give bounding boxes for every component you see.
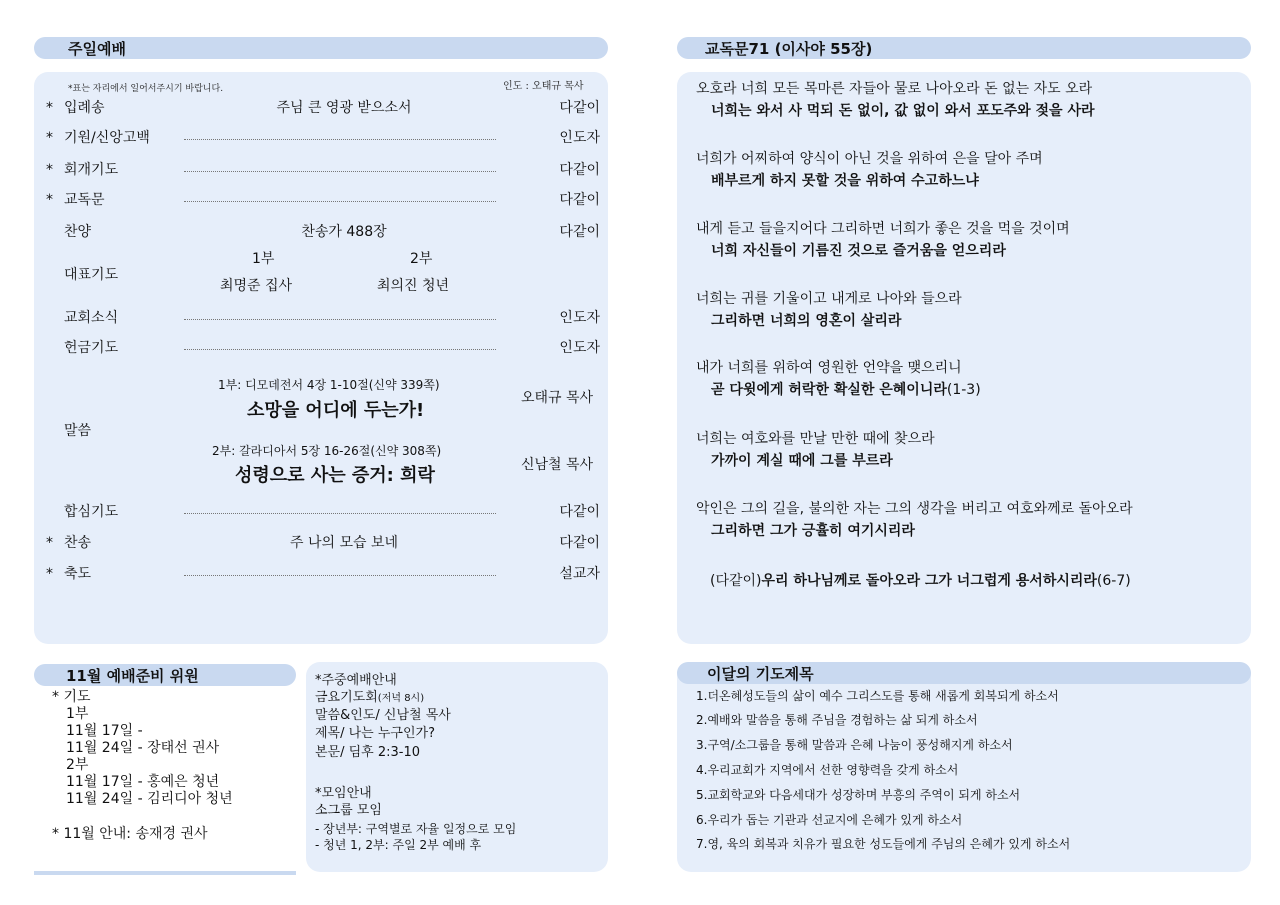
order-label: 입례송 xyxy=(64,100,105,116)
order-row-benediction: * 축도 설교자 xyxy=(46,566,600,582)
prayer-header-bar xyxy=(677,662,1251,684)
meeting-title: *모임안내 xyxy=(315,786,372,801)
verse-response: 너희는 와서 사 먹되 돈 없이, 값 없이 와서 포도주와 젖을 사라 xyxy=(711,103,1095,119)
notice-text: 본문/ 딤후 2:3-10 xyxy=(315,745,421,760)
order-label: 합심기도 xyxy=(64,504,119,520)
small-group-label: 소그룹 모임 xyxy=(315,803,382,818)
unison-reference: (6-7) xyxy=(1096,573,1131,589)
prayer-item: 3.구역/소그룹을 통해 말씀과 은혜 나눔이 풍성해지게 하소서 xyxy=(696,738,1013,752)
committee-line: 11월 24일 - 장태선 권사 xyxy=(66,740,220,756)
dotted-leader xyxy=(184,139,496,140)
committee-header-bar xyxy=(34,664,296,686)
committee-part1: 1부 xyxy=(66,706,89,722)
prayer-item: 6.우리가 돕는 기관과 선교지에 은혜가 있게 하소서 xyxy=(696,813,963,827)
order-performer: 인도자 xyxy=(559,130,600,146)
weekday-worship-title: *주중예배안내 xyxy=(315,673,397,688)
friday-prayer-label: 금요기도회 xyxy=(315,690,378,705)
prayer-item: 7.영, 육의 회복과 치유가 필요한 성도들에게 주님의 은혜가 있게 하소서 xyxy=(696,837,1071,851)
committee-divider xyxy=(34,871,296,875)
order-label: 회개기도 xyxy=(64,162,119,178)
verse-pair xyxy=(696,218,1236,262)
friday-prayer xyxy=(315,690,424,708)
order-label: 교회소식 xyxy=(64,310,119,326)
order-row-responsive-reading: * 교독문 다같이 xyxy=(46,192,600,208)
order-performer: 다같이 xyxy=(559,100,600,116)
order-label: 찬송 xyxy=(64,535,92,551)
verse-pair xyxy=(696,357,1236,401)
committee-prayer-heading: * 기도 xyxy=(52,689,91,705)
verse-response: 배부르게 하지 못할 것을 위하여 수고하느냐 xyxy=(711,173,979,189)
verse-pair xyxy=(696,428,1236,472)
order-row-entrance-song: * 입례송 주님 큰 영광 받으소서 다같이 xyxy=(46,100,600,116)
unison-text: 우리 하나님께로 돌아오라 그가 너그럽게 용서하시리라 xyxy=(761,573,1097,589)
dotted-leader xyxy=(184,513,496,514)
committee-line: 11월 24일 - 김리디아 청년 xyxy=(66,791,233,807)
order-performer: 인도자 xyxy=(559,310,600,326)
worship-header-bar xyxy=(34,37,608,59)
dotted-leader xyxy=(184,201,496,202)
verse-pair xyxy=(696,148,1236,192)
verse-leader: 오호라 너희 모든 목마른 자들아 물로 나아오라 돈 없는 자도 오라 xyxy=(696,81,1093,97)
order-performer: 다같이 xyxy=(559,162,600,178)
order-performer: 다같이 xyxy=(559,535,600,551)
friday-prayer-time: (저녁 8시) xyxy=(377,693,425,704)
standing-note: *표는 자리에서 일어서주시기 바랍니다. xyxy=(68,84,224,94)
meeting-youth: - 청년 1, 2부: 주일 2부 예배 후 xyxy=(315,838,482,852)
order-content: 주 나의 모습 보네 xyxy=(289,535,399,551)
order-content: 찬송가 488장 xyxy=(301,224,387,240)
order-label: 교독문 xyxy=(64,192,105,208)
verse-pair xyxy=(696,288,1236,332)
rep-prayer-part2: 2부 xyxy=(410,251,433,267)
notice-topic: 제목/ 나는 누구인가? xyxy=(315,726,436,741)
dotted-leader xyxy=(184,319,496,320)
sermon-ref-2: 2부: 갈라디아서 5장 16-26절(신약 308쪽) xyxy=(212,444,442,458)
verse-reference: (1-3) xyxy=(946,382,981,398)
order-row-hymn: * 찬송 주 나의 모습 보네 다같이 xyxy=(46,535,600,551)
rep-prayer-person2: 최의진 청년 xyxy=(377,278,450,294)
scripture-header-bar xyxy=(677,37,1251,59)
order-label: 헌금기도 xyxy=(64,340,119,356)
verse-response: 가까이 계실 때에 그를 부르라 xyxy=(711,453,893,469)
prayer-item: 4.우리교회가 지역에서 선한 영향력을 갖게 하소서 xyxy=(696,763,959,777)
verse-leader: 내가 너희를 위하여 영원한 언약을 맺으리니 xyxy=(696,360,962,376)
verse-leader: 내게 듣고 들을지어다 그리하면 너희가 좋은 것을 먹을 것이며 xyxy=(696,221,1070,237)
verse-pair xyxy=(696,498,1236,542)
sermon-preacher-2: 신남철 목사 xyxy=(521,457,594,473)
verse-response: 너희 자신들이 기름진 것으로 즐거움을 얻으리라 xyxy=(711,243,1006,259)
order-performer: 다같이 xyxy=(559,192,600,208)
dotted-leader xyxy=(184,575,496,576)
committee-title: 11월 예배준비 위원 xyxy=(66,667,199,685)
rep-prayer-part1: 1부 xyxy=(252,251,275,267)
prayer-item: 1.더온혜성도들의 삶이 예수 그리스도를 통해 새롭게 회복되게 하소서 xyxy=(696,689,1059,703)
meeting-adults: - 장년부: 구역별로 자율 일정으로 모임 xyxy=(315,822,517,836)
order-performer: 다같이 xyxy=(559,224,600,240)
prayer-title: 이달의 기도제목 xyxy=(707,665,814,683)
rep-prayer-person1: 최명준 집사 xyxy=(220,278,293,294)
worship-title: 주일예배 xyxy=(68,40,126,58)
committee-line: 11월 17일 - xyxy=(66,723,143,739)
order-performer: 다같이 xyxy=(559,504,600,520)
rep-prayer-label: 대표기도 xyxy=(64,267,119,283)
verse-leader: 너희는 귀를 기울이고 내게로 나아와 들으라 xyxy=(696,291,962,307)
dotted-leader xyxy=(184,171,496,172)
scripture-title: 교독문71 (이사야 55장) xyxy=(705,40,873,58)
order-row-praise xyxy=(46,222,602,242)
sermon-label: 말씀 xyxy=(64,423,92,439)
dotted-leader xyxy=(184,349,496,350)
sermon-ref-1: 1부: 디모데전서 4장 1-10절(신약 339쪽) xyxy=(218,378,440,392)
sermon-title-2: 성령으로 사는 증거: 희락 xyxy=(235,465,435,486)
verse-leader: 너희는 여호와를 만날 만한 때에 찾으라 xyxy=(696,431,935,447)
notice-speaker: 말씀&인도/ 신남철 목사 xyxy=(315,708,451,723)
verse-pair xyxy=(696,78,1236,122)
prayer-item: 2.예배와 말씀을 통해 주님을 경험하는 삶 되게 하소서 xyxy=(696,713,978,727)
prayer-item: 5.교회학교와 다음세대가 성장하며 부흥의 주역이 되게 하소서 xyxy=(696,788,1021,802)
unison-prefix: (다같이) xyxy=(710,573,762,589)
leader-note: 인도 : 오태규 목사 xyxy=(503,81,584,92)
order-label: 축도 xyxy=(64,566,92,582)
unison-verse xyxy=(710,570,1131,592)
order-performer: 인도자 xyxy=(559,340,600,356)
committee-part2: 2부 xyxy=(66,757,89,773)
verse-response: 그리하면 그가 긍휼히 여기시리라 xyxy=(711,523,915,539)
committee-guide: * 11월 안내: 송재경 권사 xyxy=(52,826,208,842)
order-row-church-news xyxy=(46,308,602,328)
order-row-repentance: * 회개기도 다같이 xyxy=(46,162,600,178)
order-content: 주님 큰 영광 받으소서 xyxy=(276,100,412,116)
verse-response: 곧 다윗에게 허락한 확실한 은혜이니라 xyxy=(711,382,947,398)
sermon-title-1: 소망을 어디에 두는가! xyxy=(247,400,425,421)
verse-response: 그리하면 너희의 영혼이 살리라 xyxy=(711,313,902,329)
order-row-confession: * 기원/신앙고백 인도자 xyxy=(46,130,600,146)
order-label: 찬양 xyxy=(64,224,92,240)
worship-order-panel xyxy=(34,72,608,644)
order-row-offering-prayer xyxy=(46,338,602,358)
order-performer: 설교자 xyxy=(559,566,600,582)
committee-line: 11월 17일 - 홍예은 청년 xyxy=(66,774,220,790)
verse-leader: 너희가 어찌하여 양식이 아닌 것을 위하여 은을 달아 주며 xyxy=(696,151,1043,167)
order-row-unison-prayer xyxy=(46,502,602,522)
sermon-preacher-1: 오태규 목사 xyxy=(521,390,594,406)
order-label: 기원/신앙고백 xyxy=(64,130,150,146)
verse-leader: 악인은 그의 길을, 불의한 자는 그의 생각을 버리고 여호와께로 돌아오라 xyxy=(696,501,1133,517)
